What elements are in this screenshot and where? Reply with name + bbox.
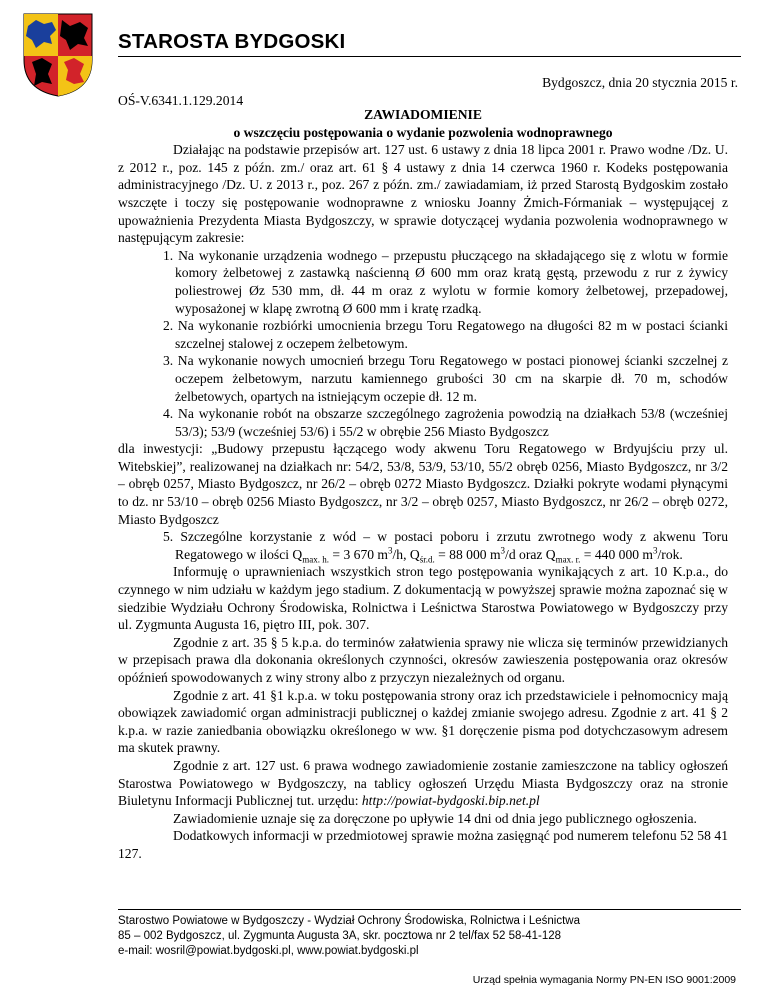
document-body xyxy=(118,106,728,863)
delivery-paragraph: Zawiadomienie uznaje się za doręczone po upływie 14 dni od dnia jego publicznego ogłoszenia. xyxy=(173,810,697,826)
list-item-5: 5. Szczególne korzystanie z wód – w postaci poboru i zrzutu zwrotnego wody z akwenu Toru Regatowego w ilości $Q_{max. h.} = 3$ 670 $m^3/h$, $Q_{śr.d.} = 88$ 000 $m^3/d$ oraz $Q_{max. r.} = 440$ 000 $m^3$/rok. xyxy=(163,529,728,565)
header-divider xyxy=(118,56,741,57)
bip-link[interactable]: http://powiat-bydgoski.bip.net.pl xyxy=(361,793,540,809)
iso-note: Urząd spełnia wymagania Normy PN-EN ISO 9001:2009 xyxy=(472,974,736,986)
address-change-paragraph: Zgodnie z art. 41 §1 k.p.a. w toku postępowania strony oraz ich przedstawiciele i pełnomocnicy mają obowiązek zawiadomić organ administracji publicznej o każdej zmianie swojego adresu. Zgodnie z art. 41 § 2 k.p.a. w razie zaniedbania obowiązku określonego w ww. §1 doręczenie pisma pod dotychczasowym adresem ma skutek prawny. xyxy=(118,687,728,756)
list-item: 3. Na wykonanie nowych umocnień brzegu Toru Regatowego w postaci pionowej ścianki szczelnej z oczepem żelbetowym, narzutu kamiennego grubości 30 cm na skarpie dł. 70 m, schodów żelbetowych, opartych na istniejącym oczepie dł. 12 m. xyxy=(163,353,728,404)
issuer-title: STAROSTA BYDGOSKI xyxy=(118,30,346,53)
footer-divider xyxy=(118,909,741,910)
publication-paragraph: Zgodnie z art. 127 ust. 6 prawa wodnego zawiadomienie zostanie zamieszczone na tablicy ogłoszeń Starostwa Powiatowego w Bydgoszczy, na tablicy ogłoszeń Urzędu Miasta Bydgoszczy oraz na stronie Biuletynu Informacji Publicznej tut. urzędu: http://powiat-bydgoski.bip.net.pl xyxy=(118,757,728,809)
footer xyxy=(118,914,580,959)
document-date: Bydgoszcz, dnia 20 stycznia 2015 r. xyxy=(542,75,738,90)
footer-contact: e-mail: wosril@powiat.bydgoski.pl, www.powiat.bydgoski.pl xyxy=(118,945,419,957)
deadlines-paragraph: Zgodnie z art. 35 § 5 k.p.a. do terminów załatwienia sprawy nie wlicza się terminów przewidzianych w przepisach prawa dla dokonania określonych czynności, okresów zawieszenia postępowania oraz okresów opóźnień spowodowanych z winy strony albo z przyczyn niezależnych od organu. xyxy=(118,634,728,685)
document-heading: ZAWIADOMIENIE xyxy=(364,107,482,122)
footer-address: 85 – 002 Bydgoszcz, ul. Zygmunta Augusta 3A, skr. pocztowa nr 2 tel/fax 52 58-41-128 xyxy=(118,930,562,942)
reference-number: OŚ-V.6341.1.129.2014 xyxy=(118,93,244,108)
investment-paragraph: dla inwestycji: „Budowy przepustu łączącego wody akwenu Toru Regatowego w Brdyujściu przy ul. Witebskiej”, realizowanej na działkach nr: 54/2, 53/8, 53/9, 53/10, 55/2 obręb 0256, Miasto Bydgoszcz, nr 3/2 – obręb 0257, Miasto Bydgoszcz, nr 26/2 – obręb 0272 Miasto Bydgoszcz. Działki pokryte wodami płynącymi to dz. nr 53/10 – obręb 0256 Miasto Bydgoszcz, nr 3/2 – obręb 0257, Miasto Bydgoszcz, nr 26/2 – obręb 0272, Miasto Bydgoszcz xyxy=(118,441,728,527)
intro-paragraph: Działając na podstawie przepisów art. 127 ust. 6 ustawy z dnia 18 lipca 2001 r. Prawo wodne /Dz. U. z 2012 r., poz. 145 z późn. zm./ oraz art. 61 § 4 ustawy z dnia 14 czerwca 1960 r. Kodeks postępowania administracyjnego /Dz. U. z 2013 r., poz. 267 z późn. zm./ zawiadamiam, iż przed Starostą Bydgoskim zostało wszczęte i toczy się postępowanie wodnoprawne z wniosku Joanny Żmich-Fórmaniak – występującej z upoważnienia Prezydenta Miasta Bydgoszczy, w sprawie dotyczącej wydania pozwolenia wodnoprawnego w następującym zakresie: xyxy=(118,142,728,246)
document-subheading: o wszczęciu postępowania o wydanie pozwolenia wodnoprawnego xyxy=(233,124,613,140)
footer-office: Starostwo Powiatowe w Bydgoszczy - Wydział Ochrony Środowiska, Rolnictwa i Leśnictwa xyxy=(118,915,580,927)
list-item: 1. Na wykonanie urządzenia wodnego – przepustu płuczącego na składającego się z wlotu w formie komory żelbetowej z zastawką naścienną Ø 600 mm oraz kratą gęstą, przewodu z rur z żywicy poliestrowej Øz 530 mm, dł. 44 m oraz z wylotu w formie komory żelbetowej, przepadowej, wyposażonej w klapę zwrotną Ø 600 mm i kratę rzadką. xyxy=(163,247,728,316)
rights-paragraph: Informuję o uprawnieniach wszystkich stron tego postępowania wynikających z art. 10 K.p.a., do czynnego w nim udziału w każdym jego stadium. Z dokumentacją w powyższej sprawie można zapoznać się w siedzibie Wydziału Ochrony Środowiska, Rolnictwa i Leśnictwa Starostwa Powiatowego w Bydgoszczy przy ul. Zygmunta Augusta 16, piętro III, pok. 307. xyxy=(118,564,728,633)
coat-of-arms-logo xyxy=(22,12,94,98)
contact-paragraph: Dodatkowych informacji w przedmiotowej sprawie można zasięgnąć pod numerem telefonu 52 58 41 127. xyxy=(118,828,728,861)
list-item: 4. Na wykonanie robót na obszarze szczególnego zagrożenia powodzią na działkach 53/8 (wcześniej 53/3); 53/9 (wcześniej 53/6) i 55/2 w obrębie 256 Miasto Bydgoszcz xyxy=(163,406,728,439)
list-item: 2. Na wykonanie rozbiórki umocnienia brzegu Toru Regatowego na długości 82 m w postaci ścianki szczelnej stalowej z oczepem żelbetowym. xyxy=(163,318,728,351)
